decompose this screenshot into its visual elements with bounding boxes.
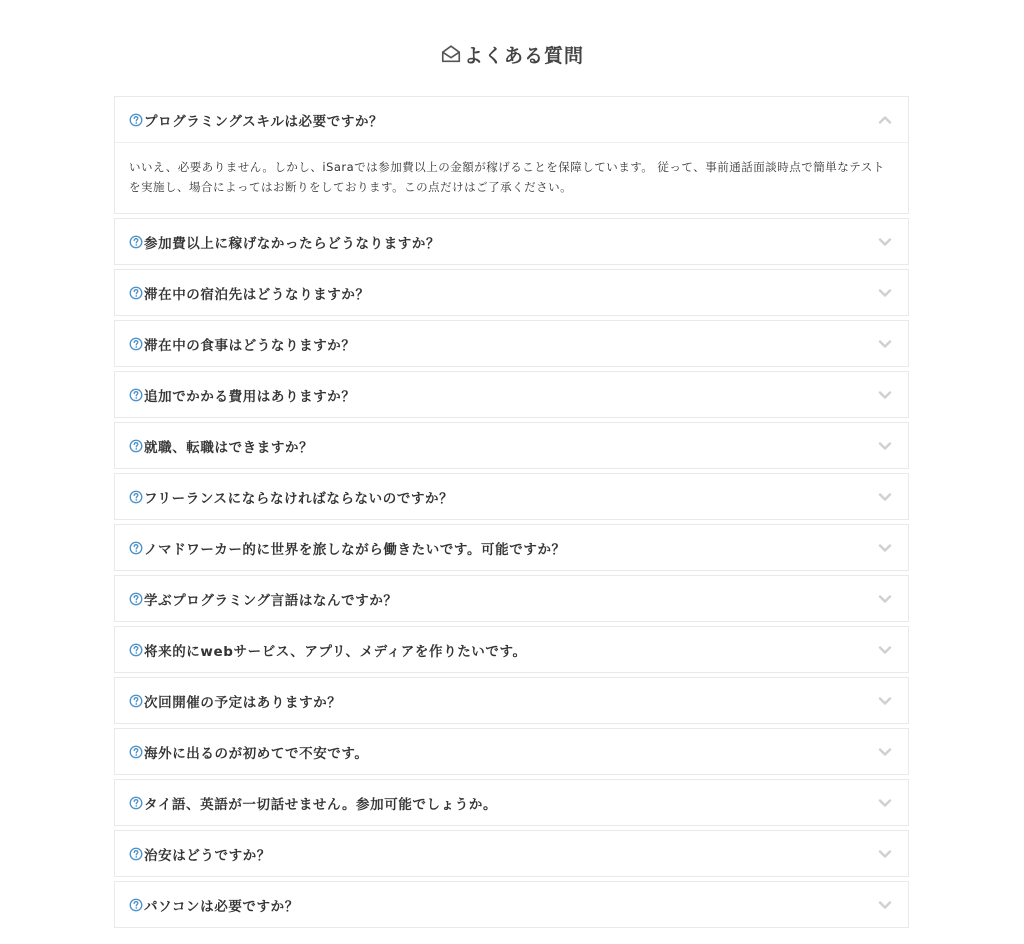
chevron-down-icon xyxy=(878,441,892,451)
envelope-open-icon xyxy=(440,43,462,65)
faq-item xyxy=(114,677,909,724)
faq-item xyxy=(114,371,909,418)
chevron-down-icon xyxy=(878,696,892,706)
question-circle-icon xyxy=(129,541,143,555)
faq-item xyxy=(114,524,909,571)
faq-question-toggle[interactable] xyxy=(115,270,908,315)
faq-question-toggle[interactable] xyxy=(115,219,908,264)
faq-item xyxy=(114,575,909,622)
chevron-down-icon xyxy=(878,390,892,400)
faq-question-toggle[interactable] xyxy=(115,780,908,825)
faq-question-text: タイ語、英語が一切話せません。参加可能でしょうか。 xyxy=(144,796,498,813)
faq-question-toggle[interactable] xyxy=(115,729,908,774)
section-header xyxy=(0,38,1024,70)
chevron-down-icon xyxy=(878,492,892,502)
faq-item xyxy=(114,626,909,673)
question-circle-icon xyxy=(129,113,143,127)
faq-question-text: フリーランスにならなければならないのですか？ xyxy=(144,490,454,507)
faq-question-toggle[interactable] xyxy=(115,474,908,519)
faq-question-text: ノマドワーカー的に世界を旅しながら働きたいです。可能ですか？ xyxy=(144,541,566,558)
faq-item xyxy=(114,269,909,316)
faq-question-text: プログラミングスキルは必要ですか？ xyxy=(144,113,384,130)
question-circle-icon xyxy=(129,847,143,861)
faq-list xyxy=(114,96,909,932)
chevron-down-icon xyxy=(878,594,892,604)
faq-question-toggle[interactable] xyxy=(115,321,908,366)
faq-question-text: パソコンは必要ですか？ xyxy=(144,898,299,915)
chevron-down-icon xyxy=(878,900,892,910)
faq-question-toggle[interactable] xyxy=(115,423,908,468)
question-circle-icon xyxy=(129,388,143,402)
chevron-down-icon xyxy=(878,339,892,349)
faq-question-text: 滞在中の食事はどうなりますか？ xyxy=(144,337,356,354)
question-circle-icon xyxy=(129,898,143,912)
question-circle-icon xyxy=(129,235,143,249)
question-circle-icon xyxy=(129,694,143,708)
question-circle-icon xyxy=(129,286,143,300)
chevron-down-icon xyxy=(878,237,892,247)
faq-question-text: 参加費以上に稼げなかったらどうなりますか？ xyxy=(144,235,441,252)
faq-question-toggle[interactable] xyxy=(115,372,908,417)
question-circle-icon xyxy=(129,592,143,606)
faq-item xyxy=(114,422,909,469)
question-circle-icon xyxy=(129,490,143,504)
faq-question-toggle[interactable] xyxy=(115,525,908,570)
faq-item xyxy=(114,728,909,775)
faq-question-toggle[interactable] xyxy=(115,97,908,142)
faq-question-text: 次回開催の予定はありますか？ xyxy=(144,694,342,711)
chevron-down-icon xyxy=(878,798,892,808)
faq-question-text: 治安はどうですか？ xyxy=(144,847,271,864)
faq-item xyxy=(114,779,909,826)
faq-item xyxy=(114,96,909,214)
faq-item xyxy=(114,218,909,265)
question-circle-icon xyxy=(129,337,143,351)
chevron-down-icon xyxy=(878,645,892,655)
chevron-down-icon xyxy=(878,543,892,553)
faq-question-toggle[interactable] xyxy=(115,678,908,723)
faq-item xyxy=(114,473,909,520)
chevron-up-icon xyxy=(878,115,892,125)
question-circle-icon xyxy=(129,643,143,657)
faq-answer-text: いいえ、必要ありません。しかし、iSaraでは参加費以上の金額が稼げることを保障しています。 従って、事前通話面談時点で簡単なテストを実施し、場合によってはお断りをしております。この点だけはご了承ください。 xyxy=(115,142,908,213)
faq-question-toggle[interactable] xyxy=(115,627,908,672)
question-circle-icon xyxy=(129,439,143,453)
faq-question-text: 滞在中の宿泊先はどうなりますか？ xyxy=(144,286,370,303)
faq-item xyxy=(114,830,909,877)
chevron-down-icon xyxy=(878,849,892,859)
faq-question-text: 学ぶプログラミング言語はなんですか？ xyxy=(144,592,398,609)
faq-question-toggle[interactable] xyxy=(115,831,908,876)
faq-item xyxy=(114,881,909,928)
question-circle-icon xyxy=(129,745,143,759)
faq-item xyxy=(114,320,909,367)
faq-question-text: 追加でかかる費用はありますか？ xyxy=(144,388,356,405)
page-title: よくある質問 xyxy=(463,44,584,67)
chevron-down-icon xyxy=(878,747,892,757)
faq-question-toggle[interactable] xyxy=(115,882,908,927)
faq-question-toggle[interactable] xyxy=(115,576,908,621)
question-circle-icon xyxy=(129,796,143,810)
faq-question-text: 海外に出るのが初めてで不安です。 xyxy=(144,745,369,762)
faq-question-text: 就職、転職はできますか？ xyxy=(144,439,314,456)
faq-question-text: 将来的にwebサービス、アプリ、メディアを作りたいです。 xyxy=(144,643,527,660)
chevron-down-icon xyxy=(878,288,892,298)
